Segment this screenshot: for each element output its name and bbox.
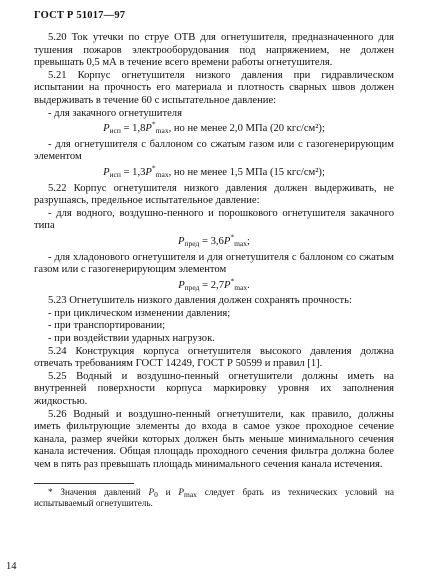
clause-5-23-item-b: - при транспортировании; [48, 320, 166, 332]
document-page [34, 10, 394, 509]
clause-5-21-item-a: - для закачного огнетушителя [48, 107, 182, 119]
clause-5-23: 5.23 Огнетушитель низкого давления должен сохранять прочность: [48, 295, 352, 307]
clause-5-21-item-b: - для огнетушителя с баллоном со сжатым газом или с газогенерирующим элементом [34, 138, 394, 163]
formula-1: $P_{исп} = 1,8P^*_{max}$, но не менее 2,0 МПа (20 кгс/см²); [103, 119, 325, 136]
footnote-divider [34, 483, 134, 484]
formula-3: $P_{пред} = 3,6P^*_{max}$; [178, 232, 250, 248]
clause-5-25: 5.25 Водный и воздушно-пенный огнетушители должны иметь на внутренней поверхности корпуса маркировку уровня их заполнения жидкостью. [34, 370, 394, 408]
clause-5-22-item-a: - для водного, воздушно-пенного и порошкового огнетушителя закачного типа [34, 207, 394, 232]
formula-4: $P_{пред} = 2,7P^*_{max}$. [178, 276, 250, 292]
clause-5-22: 5.22 Корпус огнетушителя низкого давления должен выдерживать, не разрушаясь, предельное испытательное давление: [34, 182, 394, 207]
clause-5-23-item-a: - при циклическом изменении давления; [48, 307, 231, 319]
clause-5-22-item-b: - для хладонового огнетушителя и для огнетушителя с баллоном со сжатым газом или с газогенерирующим элементом [34, 251, 394, 276]
page-number: 14 [6, 561, 17, 572]
formula-2: $P_{исп} = 1,3P^*_{max}$, но не менее 1,5 МПа (15 кгс/см²); [103, 163, 325, 179]
clause-5-20: 5.20 Ток утечки по струе ОТВ для огнетушителя, предназначенного для тушения пожаров электрооборудования под напряжением, не должен превышать 0,5 мА в течение всего времени работы огнетушителя. [34, 32, 394, 69]
footnote: * Значения давлений $P_0$ и $P_{max}$ следует брать из технических условий на испытываемый огнетушитель. [34, 486, 394, 508]
clause-5-21: 5.21 Корпус огнетушителя низкого давления при гидравлическом испытании на прочность его материала и плотность сварных швов должен выдерживать в течение 60 с испытательное давление: [34, 69, 394, 106]
clause-5-26: 5.26 Водный и воздушно-пенный огнетушители, как правило, должны иметь фильтрующие элементы до входа в самое узкое проходное сечение канала, размер ячейки которых должен быть меньше минимального сечения канала истечения. Общая площадь проходного сечения фильтра должна более чем в пять раз превышать площадь минимального сечения канала истечения. [34, 408, 394, 470]
clause-5-23-item-c: - при воздействии ударных нагрузок. [48, 333, 215, 345]
clause-5-24: 5.24 Конструкция корпуса огнетушителя высокого давления должна отвечать требованиям ГОСТ 14249, ГОСТ Р 50599 и правил [1]. [34, 345, 394, 370]
document-header: ГОСТ Р 51017—97 [34, 10, 126, 21]
